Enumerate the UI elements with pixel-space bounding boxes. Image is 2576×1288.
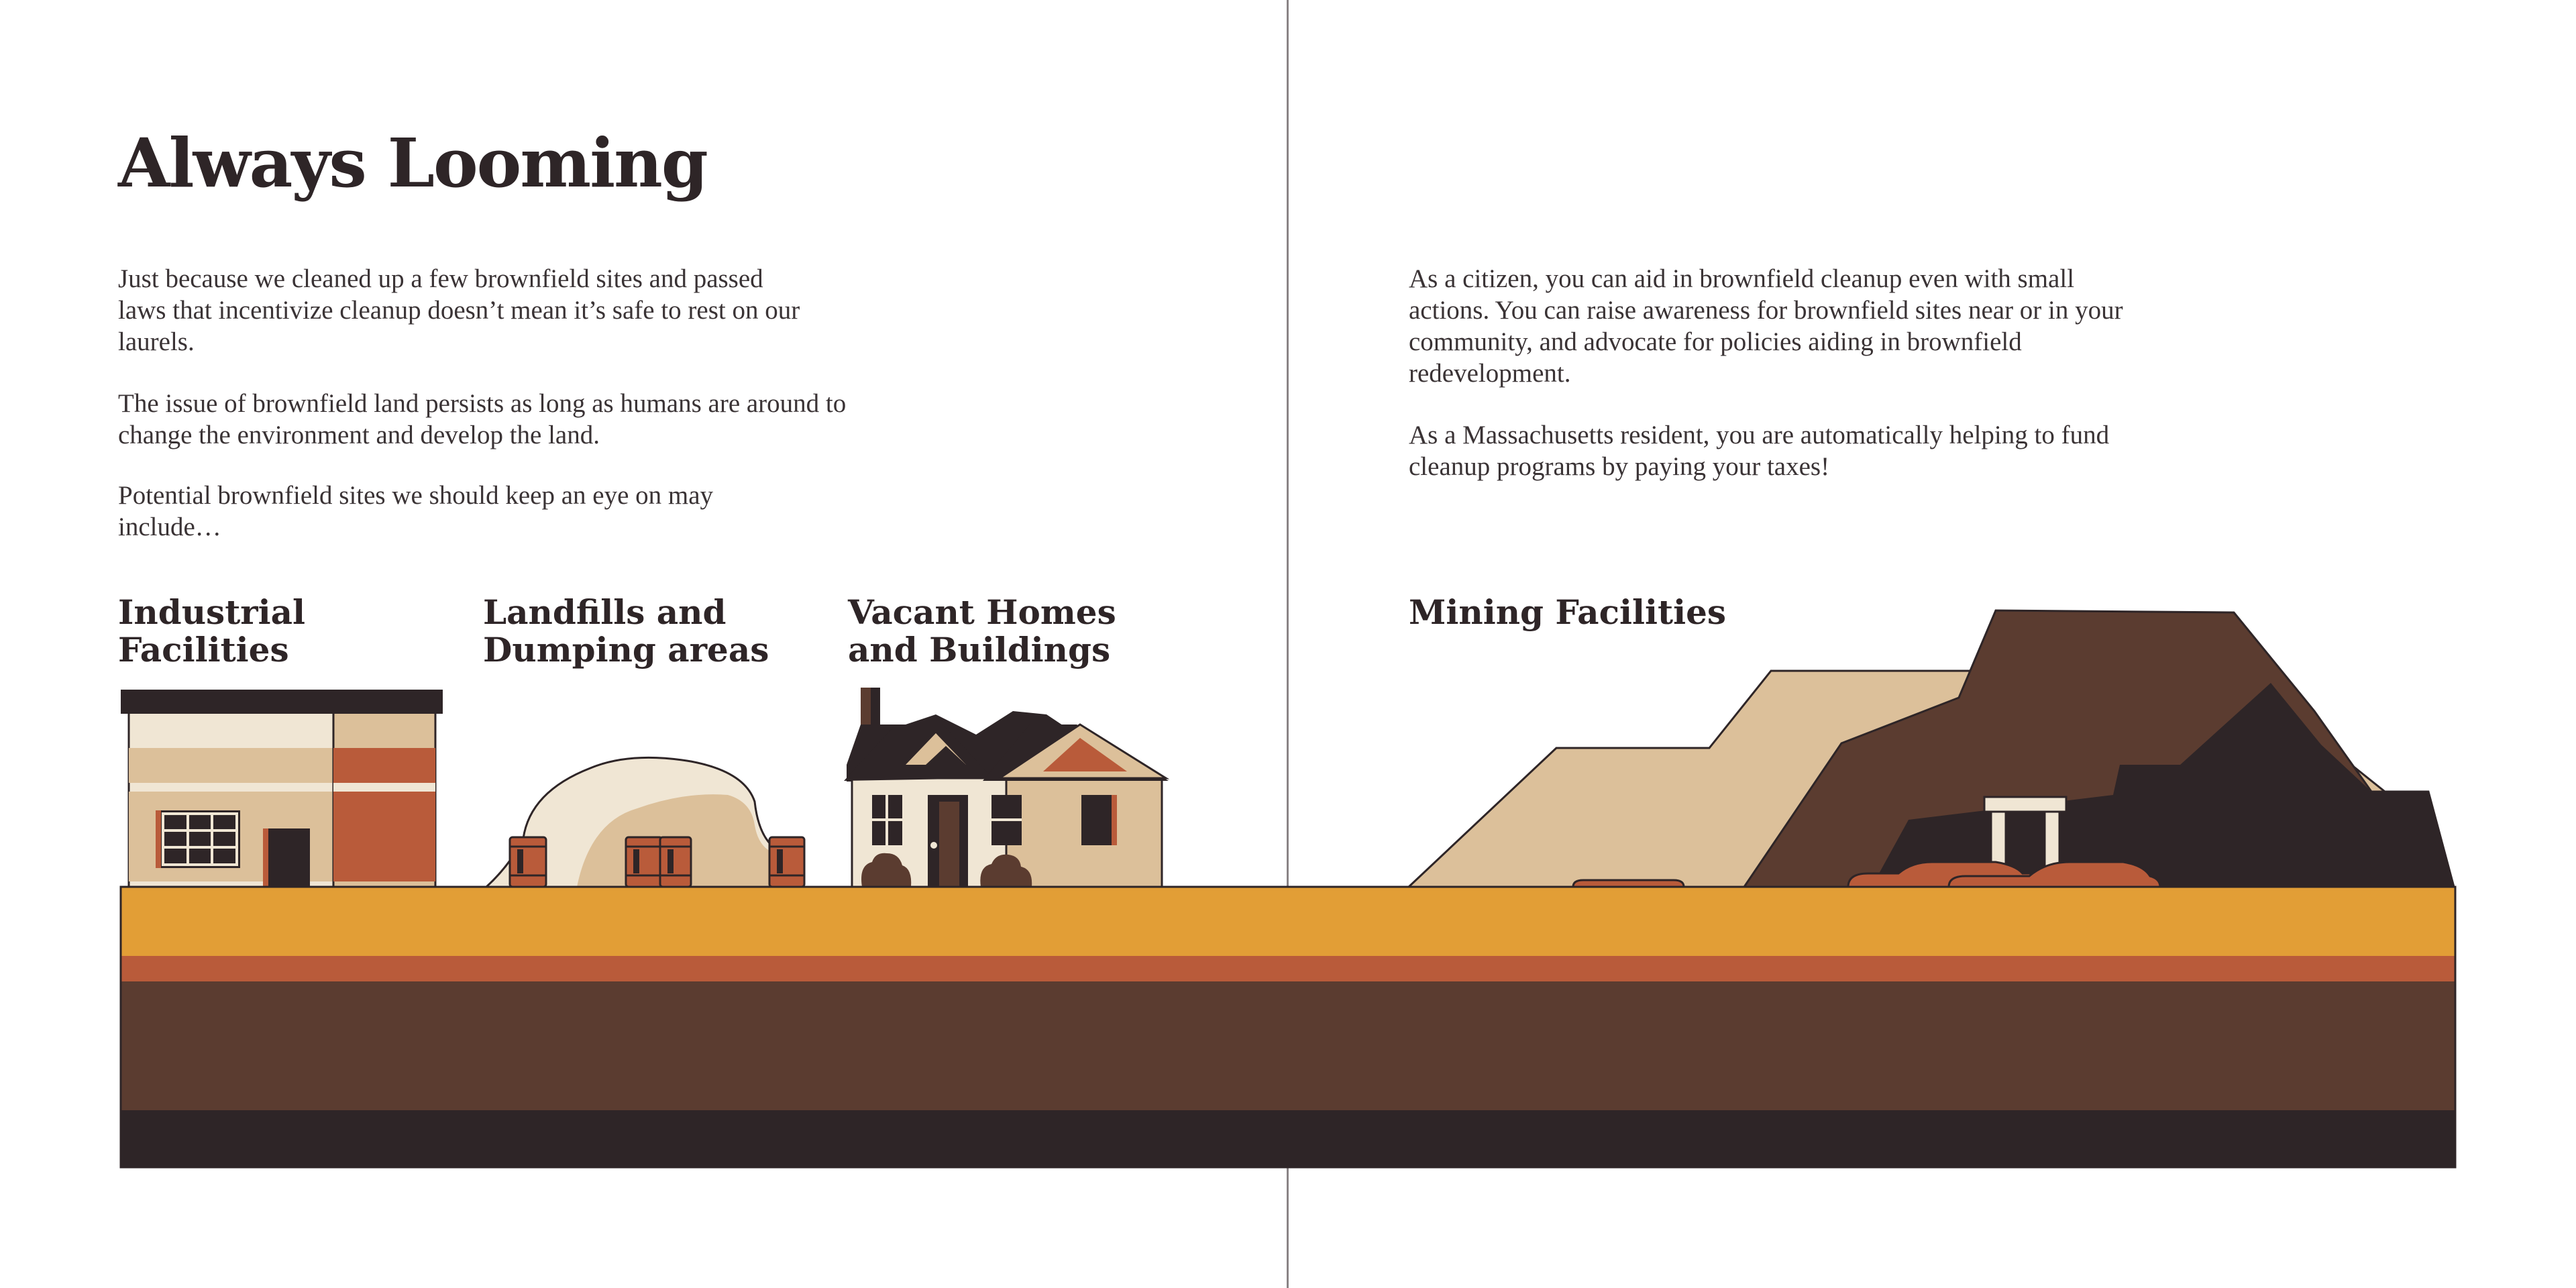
right-paragraph-2: As a Massachusetts resident, you are automatically helping to fund cleanup programs by paying your taxes! — [1409, 421, 2110, 481]
label-mining-facilities: Mining Facilities — [1409, 592, 1727, 632]
ground-strata — [121, 887, 2455, 1167]
label-industrial-facilities: Industrial Facilities — [118, 592, 306, 669]
house-icon — [844, 688, 1169, 887]
left-paragraph-2: The issue of brownfield land persists as long as humans are around to change the environment and develop the land. — [118, 389, 847, 449]
right-paragraph-1: As a citizen, you can aid in brownfield cleanup even with small actions. You can raise awareness for brownfield sites near or in your community, and advocate for policies aiding in brownfield redevelopment. — [1409, 264, 2123, 388]
label-vacant-homes: Vacant Homes and Buildings — [848, 592, 1116, 669]
left-paragraph-3: Potential brownfield sites we should keep an eye on may include… — [118, 481, 714, 541]
label-landfills: Landfills and Dumping areas — [483, 592, 769, 669]
left-paragraph-1: Just because we cleaned up a few brownfield sites and passed laws that incentivize cleanup doesn’t mean it’s safe to rest on our laurels. — [118, 264, 800, 356]
industrial-building-icon — [121, 690, 443, 887]
page-title: Always Looming — [118, 123, 707, 203]
mountain-icon — [1409, 610, 2454, 887]
